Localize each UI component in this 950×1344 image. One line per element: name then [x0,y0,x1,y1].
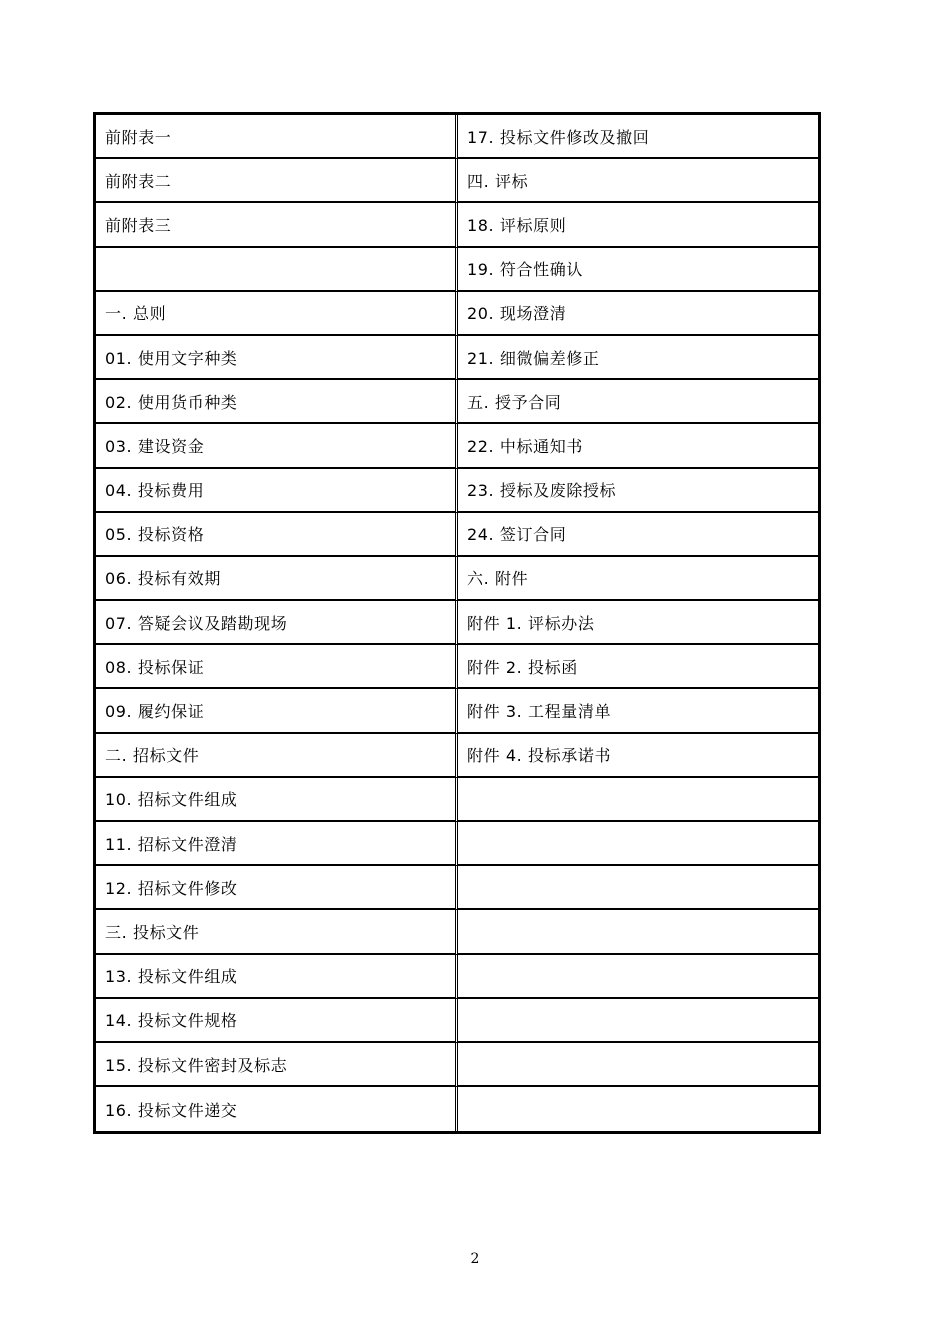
toc-cell-right [458,1043,818,1087]
toc-cell-right: 四. 评标 [458,159,818,203]
toc-body [96,115,818,1131]
table-of-contents [93,112,821,1134]
toc-cell-right: 附件 1. 评标办法 [458,601,818,645]
table-row [96,866,818,910]
toc-cell-right [458,999,818,1043]
toc-cell-left: 09. 履约保证 [96,689,458,733]
toc-cell-right [458,778,818,822]
toc-cell-right: 22. 中标通知书 [458,424,818,468]
toc-cell-left: 三. 投标文件 [96,910,458,954]
toc-cell-left: 二. 招标文件 [96,734,458,778]
toc-cell-right: 17. 投标文件修改及撤回 [458,115,818,159]
table-row [96,557,818,601]
table-row [96,159,818,203]
toc-cell-left: 03. 建设资金 [96,424,458,468]
toc-cell-left [96,248,458,292]
toc-cell-left: 01. 使用文字种类 [96,336,458,380]
table-row [96,1087,818,1131]
toc-cell-left: 05. 投标资格 [96,513,458,557]
table-row [96,999,818,1043]
toc-cell-left: 10. 招标文件组成 [96,778,458,822]
toc-cell-right: 六. 附件 [458,557,818,601]
toc-cell-right: 21. 细微偏差修正 [458,336,818,380]
table-row [96,380,818,424]
toc-cell-right: 19. 符合性确认 [458,248,818,292]
toc-cell-left: 前附表一 [96,115,458,159]
toc-cell-right: 附件 2. 投标函 [458,645,818,689]
table-row [96,469,818,513]
table-row [96,601,818,645]
toc-cell-left: 前附表二 [96,159,458,203]
toc-cell-left: 14. 投标文件规格 [96,999,458,1043]
toc-cell-right: 18. 评标原则 [458,203,818,247]
toc-cell-left: 11. 招标文件澄清 [96,822,458,866]
table-row [96,336,818,380]
toc-cell-right: 20. 现场澄清 [458,292,818,336]
toc-cell-left: 12. 招标文件修改 [96,866,458,910]
toc-cell-right [458,822,818,866]
toc-cell-right [458,1087,818,1131]
toc-cell-right: 附件 3. 工程量清单 [458,689,818,733]
table-row [96,292,818,336]
toc-cell-left: 16. 投标文件递交 [96,1087,458,1131]
table-row [96,778,818,822]
toc-cell-left: 前附表三 [96,203,458,247]
toc-cell-left: 02. 使用货币种类 [96,380,458,424]
toc-cell-left: 06. 投标有效期 [96,557,458,601]
table-row [96,955,818,999]
toc-cell-left: 15. 投标文件密封及标志 [96,1043,458,1087]
toc-cell-left: 07. 答疑会议及踏勘现场 [96,601,458,645]
toc-cell-right: 23. 授标及废除授标 [458,469,818,513]
toc-cell-left: 13. 投标文件组成 [96,955,458,999]
table-row [96,513,818,557]
toc-cell-right [458,910,818,954]
toc-cell-left: 04. 投标费用 [96,469,458,513]
table-row [96,424,818,468]
table-row [96,645,818,689]
table-row [96,248,818,292]
table-row [96,1043,818,1087]
page-number: 2 [470,1251,480,1267]
table-row [96,822,818,866]
table-row [96,910,818,954]
table-row [96,689,818,733]
toc-cell-right: 五. 授予合同 [458,380,818,424]
toc-cell-left: 一. 总则 [96,292,458,336]
toc-cell-right: 24. 签订合同 [458,513,818,557]
toc-cell-right [458,866,818,910]
table-row [96,203,818,247]
toc-cell-right: 附件 4. 投标承诺书 [458,734,818,778]
table-row [96,734,818,778]
table-row [96,115,818,159]
toc-cell-right [458,955,818,999]
toc-cell-left: 08. 投标保证 [96,645,458,689]
